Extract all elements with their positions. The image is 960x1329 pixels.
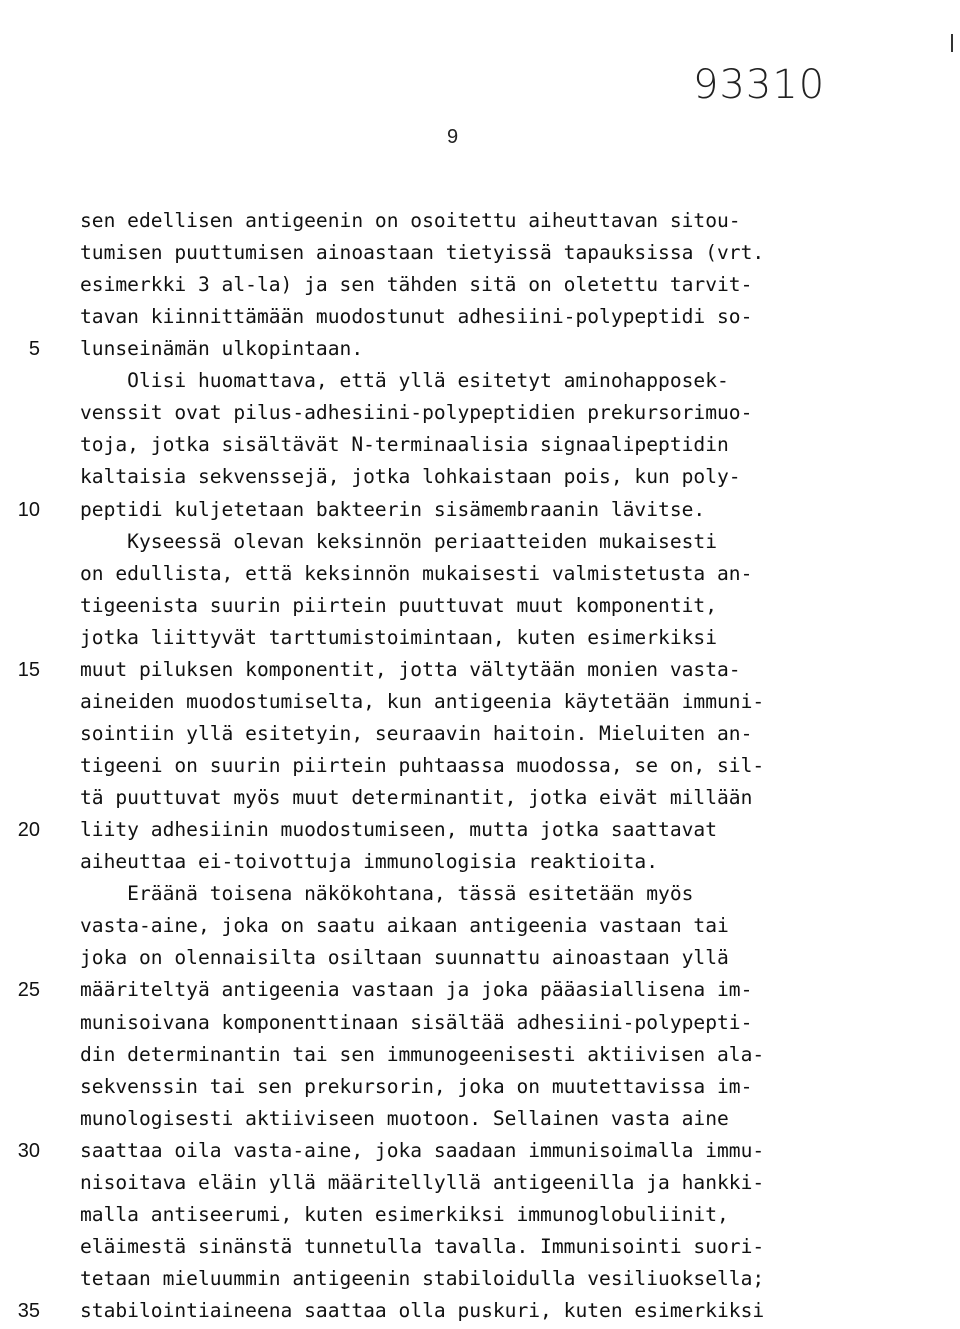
line-number <box>0 1169 40 1197</box>
line-number: 30 <box>17 1140 40 1162</box>
text-line: joka on olennaisilta osiltaan suunnattu ainoastaan yllä <box>80 946 729 969</box>
line-number <box>0 1233 40 1261</box>
text-line: sointiin yllä esitetyin, seuraavin haitoin. Mieluiten an- <box>80 722 753 745</box>
text-line: munologisesti aktiiviseen muotoon. Sellainen vasta aine <box>80 1107 729 1130</box>
line-number <box>0 912 40 940</box>
text-line: toja, jotka sisältävät N-terminaalisia signaalipeptidin <box>80 433 729 456</box>
line-number <box>0 592 40 620</box>
line-number <box>0 848 40 876</box>
line-number: 25 <box>17 979 40 1001</box>
line-number <box>0 239 40 267</box>
text-line: Kyseessä olevan keksinnön periaatteiden mukaisesti <box>80 530 718 553</box>
text-line: sekvenssin tai sen prekursorin, joka on muutettavissa im- <box>80 1075 753 1098</box>
line-number <box>0 944 40 972</box>
document-number: 93310 <box>693 62 826 108</box>
text-line: tumisen puuttumisen ainoastaan tietyissä tapauksissa (vrt. <box>80 241 765 264</box>
line-number: 35 <box>17 1300 40 1322</box>
text-line: tä puuttuvat myös muut determinantit, jotka eivät millään <box>80 786 753 809</box>
line-number: 5 <box>28 338 40 360</box>
line-number <box>0 720 40 748</box>
text-line: liity adhesiinin muodostumiseen, mutta jotka saattavat <box>80 818 718 841</box>
text-line: määriteltyä antigeenia vastaan ja joka pääasiallisena im- <box>80 978 753 1001</box>
line-number <box>0 528 40 556</box>
text-line: Eräänä toisena näkökohtana, tässä esitetään myös <box>80 882 694 905</box>
line-number <box>0 560 40 588</box>
text-line: sen edellisen antigeenin on osoitettu aiheuttavan sitou- <box>80 209 741 232</box>
line-number <box>0 207 40 235</box>
page-number: 9 <box>447 126 459 148</box>
text-line: jotka liittyvät tarttumistoimintaan, kuten esimerkiksi <box>80 626 718 649</box>
line-number: 15 <box>17 659 40 681</box>
text-line: venssit ovat pilus-adhesiini-polypeptidien prekursorimuo- <box>80 401 753 424</box>
text-line: din determinantin tai sen immunogeenisesti aktiivisen ala- <box>80 1043 765 1066</box>
text-line: vasta-aine, joka on saatu aikaan antigeenia vastaan tai <box>80 914 729 937</box>
line-number <box>0 1201 40 1229</box>
text-line: stabilointiaineena saattaa olla puskuri, kuten esimerkiksi <box>80 1299 765 1322</box>
line-number <box>0 1105 40 1133</box>
text-line: aiheuttaa ei-toivottuja immunologisia reaktioita. <box>80 850 659 873</box>
text-line: peptidi kuljetetaan bakteerin sisämembraanin lävitse. <box>80 498 706 521</box>
text-line: eläimestä sinänstä tunnetulla tavalla. Immunisointi suori- <box>80 1235 765 1258</box>
line-number <box>0 688 40 716</box>
line-number <box>0 367 40 395</box>
line-number <box>0 271 40 299</box>
line-number <box>0 1265 40 1293</box>
text-line: Olisi huomattava, että yllä esitetyt aminohapposek- <box>80 369 729 392</box>
text-line: kaltaisia sekvenssejä, jotka lohkaistaan pois, kun poly- <box>80 465 741 488</box>
text-line: saattaa oila vasta-aine, joka saadaan immunisoimalla immu- <box>80 1139 765 1162</box>
line-number <box>0 399 40 427</box>
line-number <box>0 463 40 491</box>
line-number <box>0 880 40 908</box>
line-number <box>0 1073 40 1101</box>
text-line: malla antiseerumi, kuten esimerkiksi immunoglobuliinit, <box>80 1203 729 1226</box>
text-line: tigeeni on suurin piirtein puhtaassa muodossa, se on, sil- <box>80 754 765 777</box>
text-line: muut piluksen komponentit, jotta vältytään monien vasta- <box>80 658 741 681</box>
text-line: aineiden muodostumiselta, kun antigeenia käytetään immuni- <box>80 690 765 713</box>
line-number: 20 <box>17 819 40 841</box>
text-line: on edullista, että keksinnön mukaisesti valmistetusta an- <box>80 562 753 585</box>
text-line: esimerkki 3 al-la) ja sen tähden sitä on oletettu tarvit- <box>80 273 753 296</box>
text-line: nisoitava eläin yllä määritellyllä antigeenilla ja hankki- <box>80 1171 765 1194</box>
line-number <box>0 1041 40 1069</box>
line-number <box>0 303 40 331</box>
text-line: lunseinämän ulkopintaan. <box>80 337 364 360</box>
line-number: 10 <box>17 499 40 521</box>
line-number <box>0 624 40 652</box>
text-line: tigeenista suurin piirtein puuttuvat muut komponentit, <box>80 594 718 617</box>
text-line: munisoivana komponenttinaan sisältää adhesiini-polypepti- <box>80 1011 753 1034</box>
text-line: tetaan mieluummin antigeenin stabiloidulla vesiliuoksella; <box>80 1267 765 1290</box>
line-number <box>0 784 40 812</box>
line-number <box>0 1009 40 1037</box>
text-line: tavan kiinnittämään muodostunut adhesiini-polypeptidi so- <box>80 305 753 328</box>
line-number <box>0 752 40 780</box>
line-number <box>0 431 40 459</box>
